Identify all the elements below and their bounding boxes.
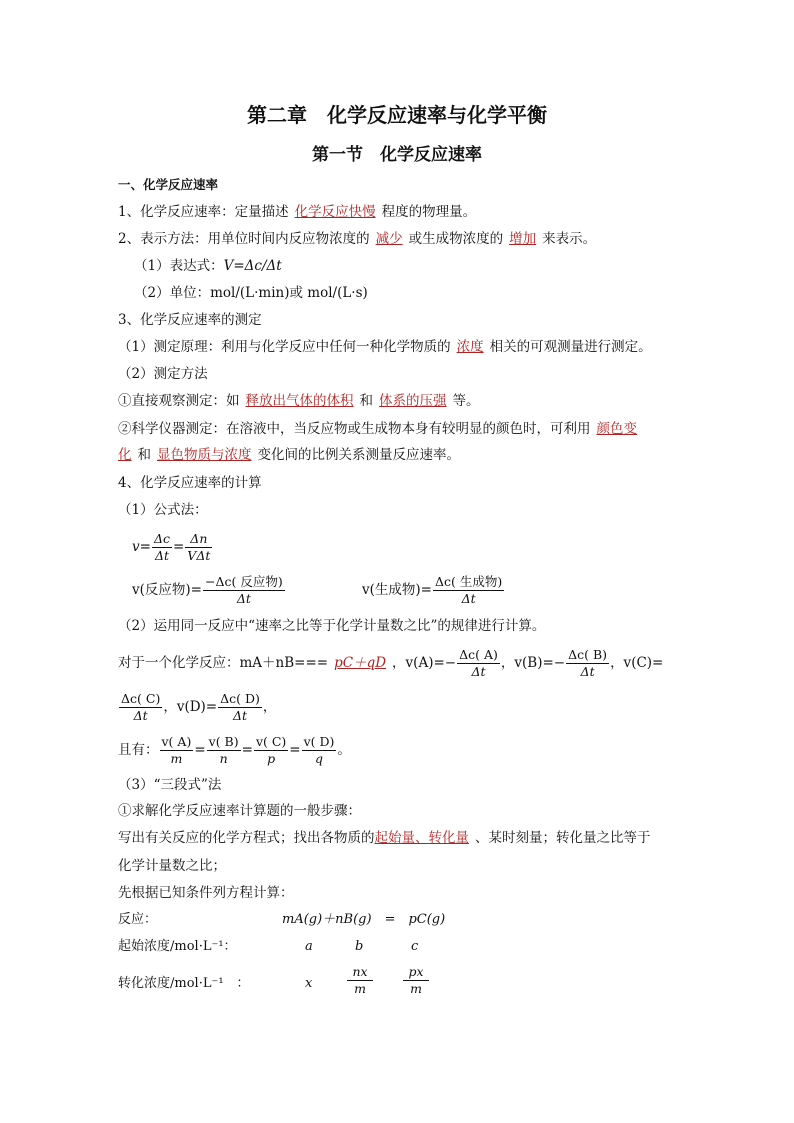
answer-blank: 体系的压强 [379,393,447,409]
line-12: （1）公式法： [118,502,208,518]
line-8: ①直接观察测定：如 释放出气体的体积 和 体系的压强 等。 [118,393,480,409]
answer-blank: 释放出气体的体积 [245,393,354,409]
line-10: 化 和 显色物质与浓度 变化间的比例关系测量反应速率。 [118,447,460,463]
chapter-title: 第二章 化学反应速率与化学平衡 [247,103,547,127]
line-5: 3、化学反应速率的测定 [118,312,262,328]
formula-product: v(生成物)= $\frac{\text{Δc( 生成物)}}{\Delta t}$ [362,574,503,606]
line-13: （2）运用同一反应中“速率之比等于化学计量数之比”的规律进行计算。 [118,618,546,634]
answer-blank: 化 [118,447,132,463]
table-r2-b: b [355,939,364,954]
answer-blank: 减少 [375,231,403,247]
formula-rate: v= $\frac{\Delta c}{\Delta t}$ = $\frac{\Delta n}{\text{VΔt}}$ [132,531,211,563]
line-6: （1）测定原理：利用与化学反应中任何一种化学物质的 浓度 相关的可观测量进行测定。 [118,339,652,355]
answer-blank: 浓度 [456,339,484,355]
formula-reactant: v(反应物)= $\frac{\text{−Δc( 反应物)}}{\Delta t}$ [132,574,283,606]
answer-blank: 显色物质与浓度 [157,447,252,463]
table-r3-label: 转化浓度/mol·L⁻¹ ： [118,976,250,991]
table-r2-a: a [305,939,313,954]
answer-blank: 颜色变 [596,421,637,437]
line-14: 对于一个化学反应：mA＋nB=== pC＋qD ，v(A)=− $\frac{\Delta c( A)}{\Delta t}$ ，v(B)=− $\frac{\Delta c( B)}{\Delta t}$ ，v(C)= [118,647,664,679]
answer-blank: pC＋qD [334,655,387,671]
line-21: 先根据已知条件列方程计算： [118,885,294,901]
line-7: （2）测定方法 [118,366,208,382]
s1-heading: 一、化学反应速率 [118,177,219,192]
table-r3-a: x [305,976,313,991]
line-18: ①求解化学反应速率计算题的一般步骤： [118,803,361,819]
line-2: 2、表示方法：用单位时间内反应物浓度的 减少 或生成物浓度的 增加 来表示。 [118,231,597,247]
table-r2-c: c [411,939,419,954]
table-r3-c: $\frac{px}{m}$ [403,964,429,997]
line-15: $\frac{\Delta c( C)}{\Delta t}$ ，v(D)= $\frac{\Delta c( D)}{\Delta t}$ ， [121,691,277,723]
line-4: （2）单位：mol/(L·min)或 mol/(L·s) [134,285,368,301]
line-3: （1）表达式：V=Δc/Δt [134,258,282,274]
line-17: （3）“三段式”法 [118,777,222,793]
table-r2-label: 起始浓度/mol·L⁻¹： [118,939,237,954]
section-title: 第一节 化学反应速率 [312,145,482,165]
line-1: 1、化学反应速率：定量描述 化学反应快慢 程度的物理量。 [118,204,477,220]
line-19: 写出有关反应的化学方程式；找出各物质的起始量、转化量 、某时刻量；转化量之比等于 [118,830,651,846]
table-r1-label: 反应： [118,912,158,927]
answer-blank: 化学反应快慢 [294,204,376,220]
line-9: ②科学仪器测定：在溶液中，当反应物或生成物本身有较明显的颜色时，可利用 颜色变 [118,420,643,438]
answer-blank: 增加 [509,231,537,247]
answer-blank: 起始量、转化量 [374,830,469,846]
line-16: 且有： $\frac{v( A)}{m}$ = $\frac{v( B)}{n}$ = $\frac{v( C)}{p}$ = $\frac{v( D)}{q}$ 。 [118,734,351,766]
table-r1-equation: mA(g)＋nB(g) = pC(g) [282,912,446,927]
table-r3-b: $\frac{nx}{m}$ [347,964,373,997]
line-11: 4、化学反应速率的计算 [118,475,262,491]
line-20: 化学计量数之比； [118,858,226,874]
